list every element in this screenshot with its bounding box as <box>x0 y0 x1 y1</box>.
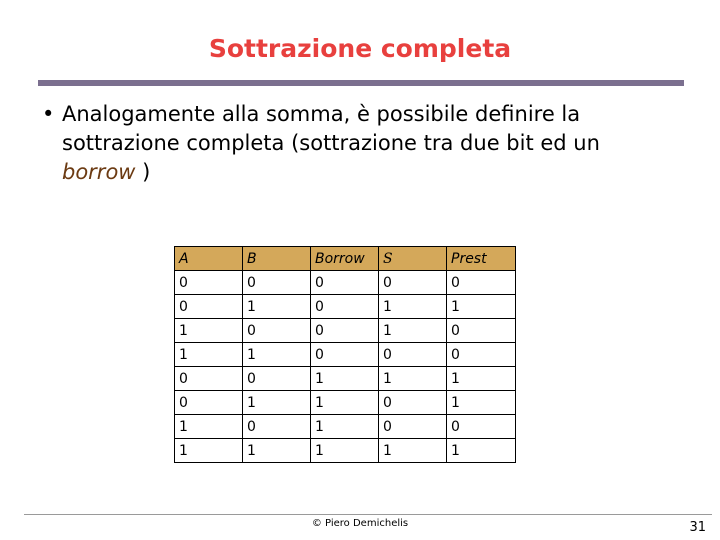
table-cell: 0 <box>175 367 243 391</box>
bullet-line-1: Analogamente alla somma, è possibile definire la <box>62 102 581 126</box>
bullet-text <box>62 100 662 187</box>
bullet-tail: ) <box>135 160 151 184</box>
table-row <box>175 391 516 415</box>
table-cell: 1 <box>243 295 311 319</box>
table-cell: 0 <box>447 343 516 367</box>
table-cell: 0 <box>379 271 447 295</box>
table-cell: 1 <box>447 391 516 415</box>
table-row <box>175 415 516 439</box>
table-cell: 0 <box>243 415 311 439</box>
table-cell: 0 <box>379 391 447 415</box>
table-cell: 0 <box>175 271 243 295</box>
table-row <box>175 439 516 463</box>
table-cell: 0 <box>311 271 379 295</box>
title-divider <box>38 80 684 86</box>
table-cell: 1 <box>379 439 447 463</box>
table-cell: 0 <box>311 343 379 367</box>
table-row <box>175 295 516 319</box>
header-s: S <box>379 247 447 271</box>
truth-table <box>174 246 516 463</box>
table-cell: 1 <box>175 415 243 439</box>
table-cell: 0 <box>379 343 447 367</box>
footer-credit: © Piero Demichelis <box>311 518 409 529</box>
table-cell: 1 <box>311 391 379 415</box>
table-cell: 0 <box>243 367 311 391</box>
table-cell: 1 <box>447 295 516 319</box>
table-cell: 1 <box>447 439 516 463</box>
table-cell: 0 <box>175 295 243 319</box>
table-cell: 1 <box>175 343 243 367</box>
table-cell: 1 <box>243 391 311 415</box>
table-cell: 0 <box>447 415 516 439</box>
table-cell: 0 <box>447 319 516 343</box>
table-cell: 1 <box>243 343 311 367</box>
footer-divider <box>24 514 712 515</box>
table-cell: 1 <box>379 319 447 343</box>
slide-title: Sottrazione completa <box>208 34 512 63</box>
table-cell: 0 <box>311 295 379 319</box>
header-b: B <box>243 247 311 271</box>
table-cell: 1 <box>311 439 379 463</box>
table-row <box>175 319 516 343</box>
table-row <box>175 343 516 367</box>
table-cell: 0 <box>311 319 379 343</box>
header-borrow: Borrow <box>311 247 379 271</box>
table-header-row <box>175 247 516 271</box>
table-cell: 0 <box>243 271 311 295</box>
table-cell: 1 <box>379 295 447 319</box>
table-cell: 1 <box>311 367 379 391</box>
bullet-line-2: sottrazione completa (sottrazione tra due bit ed un <box>62 131 600 155</box>
header-a: A <box>175 247 243 271</box>
header-prest: Prest <box>447 247 516 271</box>
table-cell: 0 <box>447 271 516 295</box>
table-row <box>175 367 516 391</box>
table-cell: 0 <box>243 319 311 343</box>
table-cell: 1 <box>447 367 516 391</box>
bullet-icon: • <box>42 102 55 126</box>
table-cell: 1 <box>243 439 311 463</box>
table-cell: 0 <box>379 415 447 439</box>
table-cell: 1 <box>175 319 243 343</box>
table-cell: 1 <box>311 415 379 439</box>
table-cell: 0 <box>175 391 243 415</box>
table-row <box>175 271 516 295</box>
table-cell: 1 <box>175 439 243 463</box>
page-number: 31 <box>689 520 706 535</box>
bullet-emphasis: borrow <box>62 160 136 184</box>
table-cell: 1 <box>379 367 447 391</box>
